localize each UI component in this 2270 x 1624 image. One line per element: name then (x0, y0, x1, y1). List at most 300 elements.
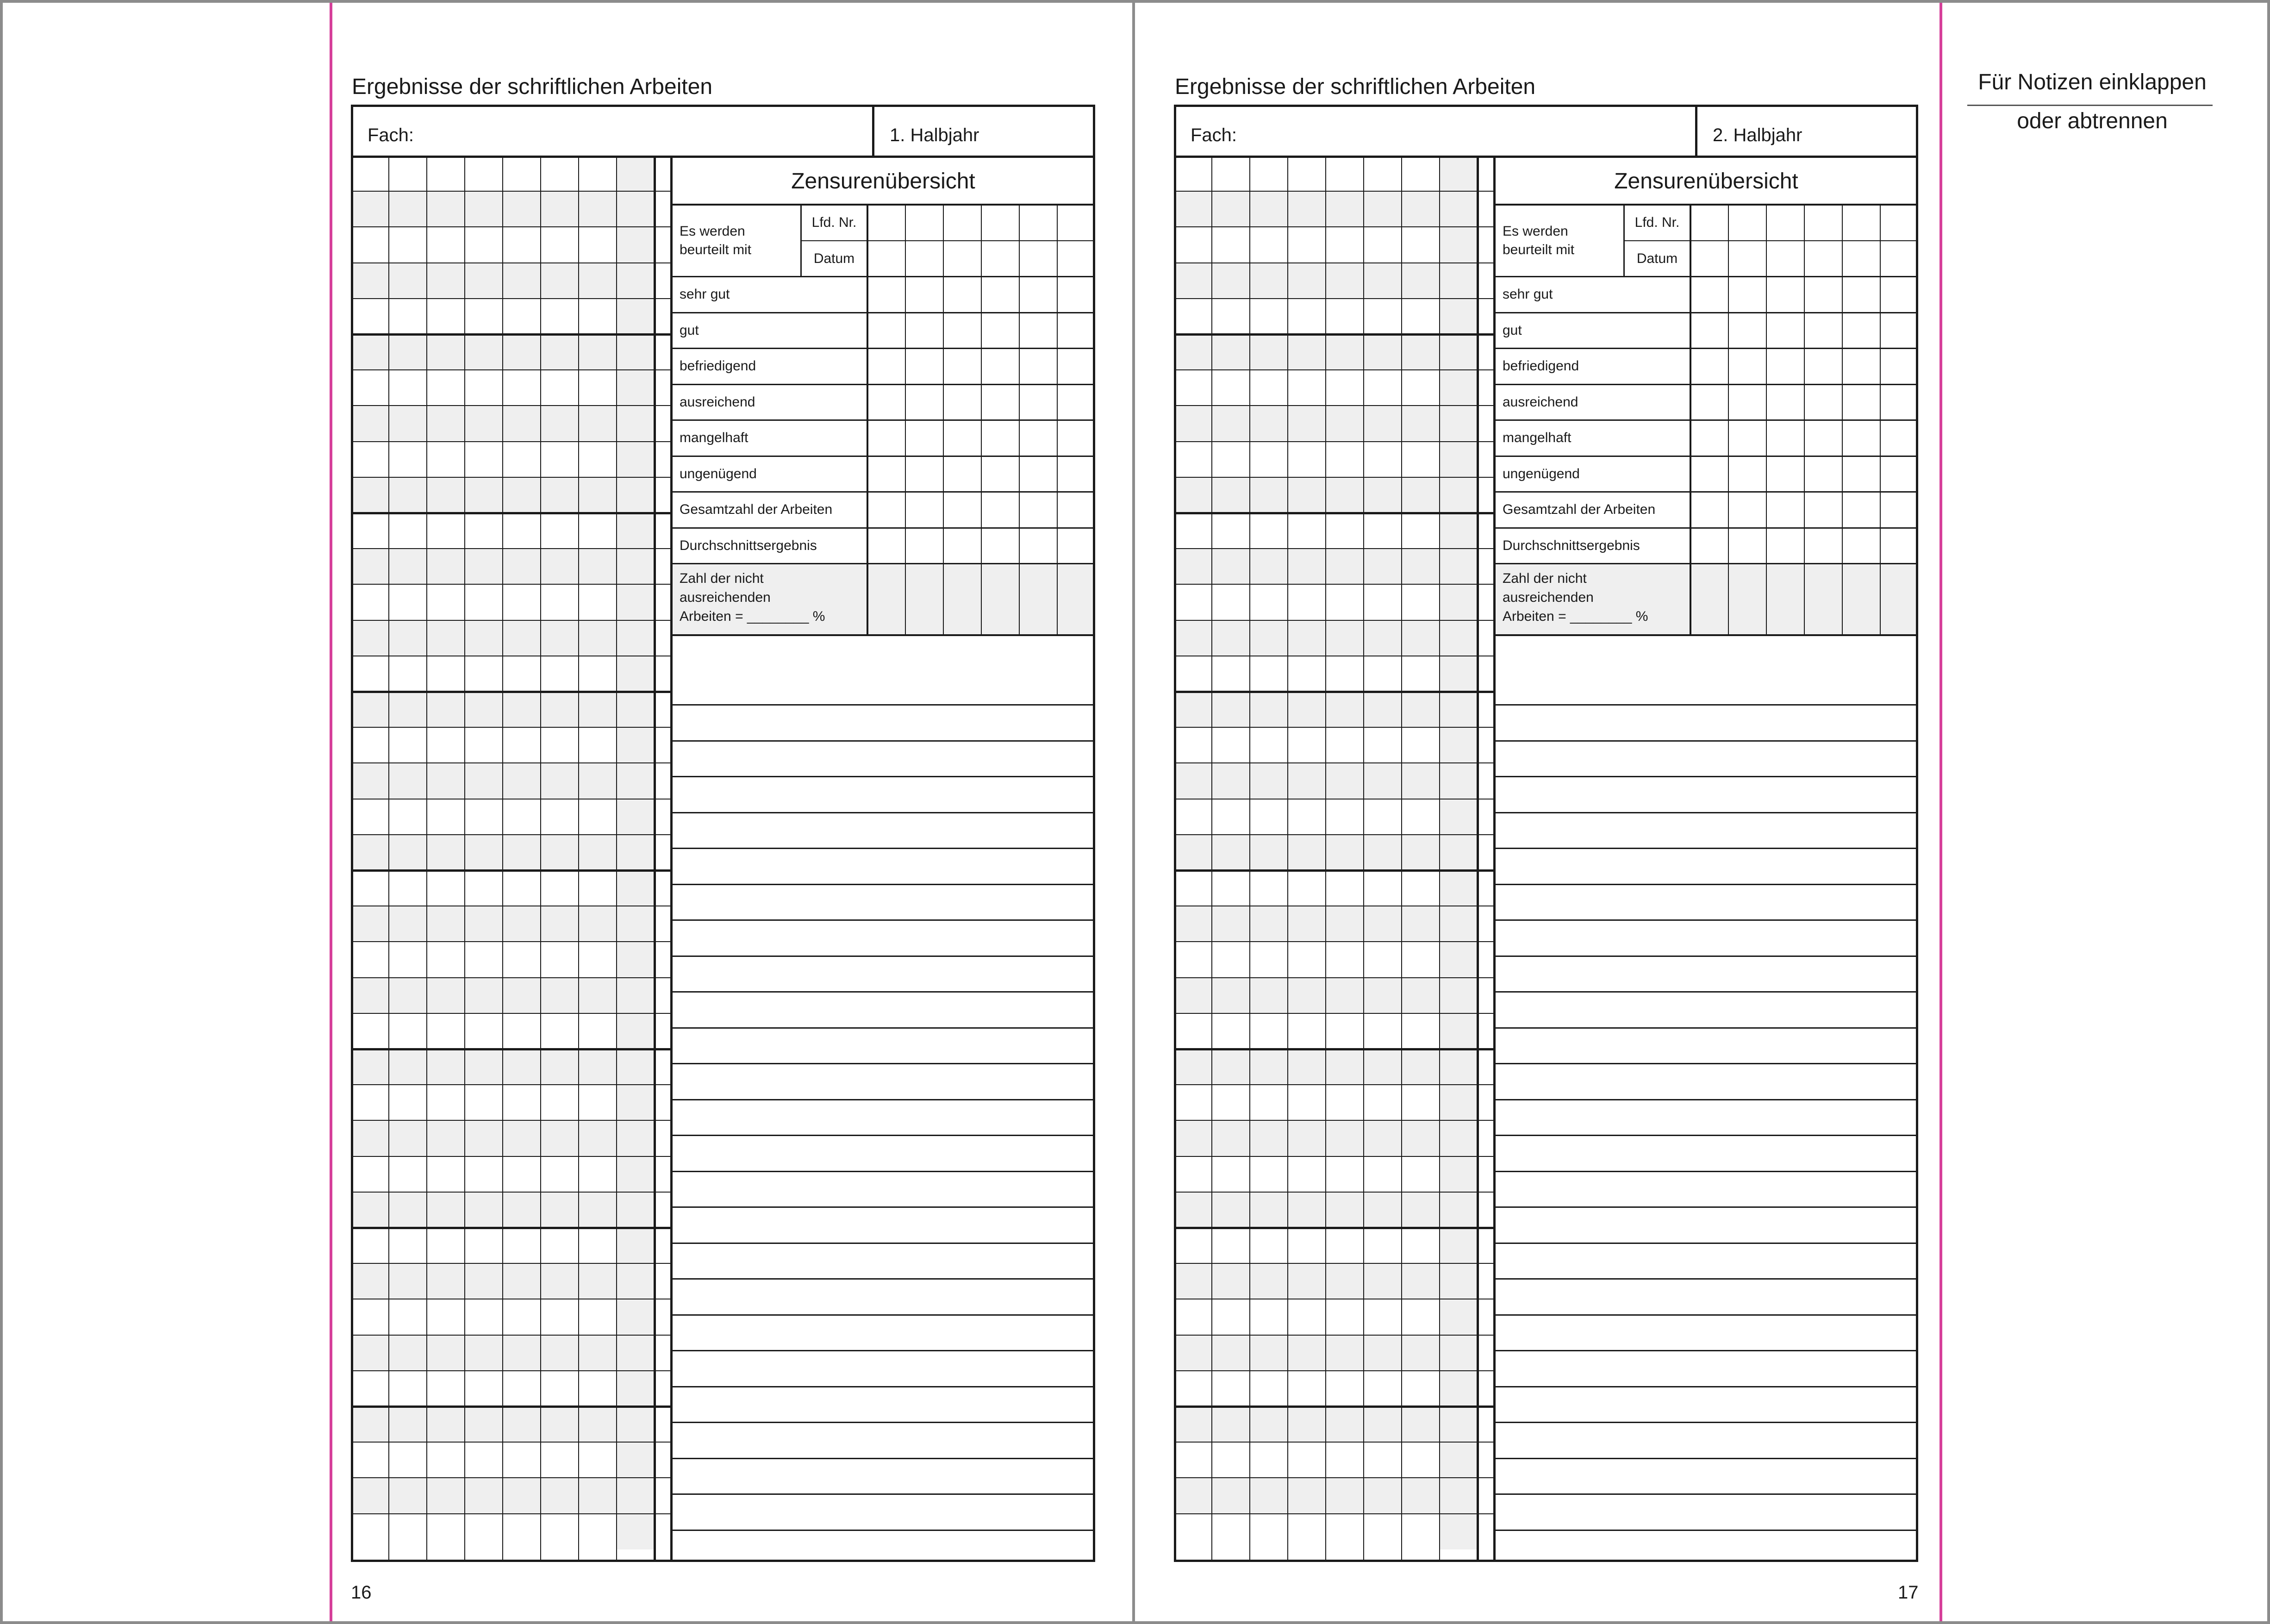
lfd-nr-label: Lfd. Nr. (811, 215, 857, 230)
grid-hline (351, 262, 671, 263)
summary-mark-cell[interactable] (1766, 241, 1804, 277)
summary-mark-cell[interactable] (981, 563, 1019, 635)
halbjahr-divider (1695, 105, 1697, 156)
grid-hline (351, 977, 671, 978)
summary-mark-cell[interactable] (905, 528, 943, 564)
summary-mark-cell[interactable] (1728, 241, 1766, 277)
grid-hline (351, 441, 671, 442)
grid-vline (1249, 156, 1250, 1562)
note-line (671, 848, 1095, 849)
summary-mark-cell[interactable] (981, 205, 1019, 241)
summary-mark-cell[interactable] (1019, 456, 1057, 492)
summary-mark-cell[interactable] (1766, 456, 1804, 492)
note-line (671, 776, 1095, 777)
summary-mark-cell[interactable] (1019, 276, 1057, 312)
halbjahr-label: 1. Halbjahr (890, 125, 979, 145)
note-line (671, 1314, 1095, 1316)
summary-mark-cell[interactable] (981, 241, 1019, 277)
summary-row-label: Gesamtzahl der Arbeiten (680, 502, 833, 517)
grades-form-right (1174, 105, 1918, 1562)
note-line (1494, 884, 1918, 885)
summary-mark-cell[interactable] (1842, 384, 1880, 420)
grid-hline (1174, 1156, 1494, 1157)
beurteilt-label: Es werden beurteilt mit (680, 224, 752, 257)
grid-hline (351, 799, 671, 800)
summary-mark-cell[interactable] (1842, 312, 1880, 349)
note-line (1494, 740, 1918, 742)
note-line (671, 1386, 1095, 1387)
summary-mark-cell[interactable] (1804, 348, 1842, 384)
grid-hline (1174, 1227, 1494, 1229)
grid-hline (351, 1192, 671, 1193)
grid-vline (616, 156, 617, 1562)
summary-mark-cell[interactable] (867, 456, 905, 492)
summary-mark-cell[interactable] (905, 563, 943, 635)
grid-vline (1477, 156, 1479, 1562)
summary-mark-cell[interactable] (981, 276, 1019, 312)
summary-mark-cell[interactable] (943, 348, 981, 384)
grid-hline (1174, 1192, 1494, 1193)
note-line (671, 1493, 1095, 1495)
grid-hline (1174, 1013, 1494, 1014)
note-line (1494, 1171, 1918, 1172)
summary-mark-cell[interactable] (905, 241, 943, 277)
summary-mark-cell[interactable] (943, 384, 981, 420)
summary-mark-cell[interactable] (1842, 492, 1880, 528)
summary-mark-cell[interactable] (905, 456, 943, 492)
grid-vline (464, 156, 465, 1562)
summary-row-label: Durchschnittsergebnis (680, 537, 817, 553)
note-line (1494, 1493, 1918, 1495)
summary-mark-cell[interactable] (943, 312, 981, 349)
summary-mark-cell[interactable] (1880, 420, 1918, 456)
grid-hline (1174, 1370, 1494, 1371)
note-line (671, 1530, 1095, 1531)
note-line (671, 991, 1095, 993)
grid-hline (351, 333, 671, 336)
summary-mark-cell[interactable] (905, 312, 943, 349)
note-line (671, 1135, 1095, 1136)
summary-mark-cell[interactable] (1804, 384, 1842, 420)
grid-hline (351, 548, 671, 549)
summary-mark-cell[interactable] (1766, 348, 1804, 384)
grid-hline (351, 762, 671, 763)
grid-vline (540, 156, 541, 1562)
summary-mark-cell[interactable] (1880, 456, 1918, 492)
note-line (1494, 1458, 1918, 1459)
note-line (671, 704, 1095, 706)
grid-vline (1211, 156, 1212, 1562)
summary-mark-cell[interactable] (1766, 492, 1804, 528)
summary-mark-cell[interactable] (1728, 528, 1766, 564)
summary-mark-cell[interactable] (1690, 276, 1728, 312)
grid-vline (1401, 156, 1402, 1562)
grid-hline (351, 1370, 671, 1371)
summary-mark-cell[interactable] (1057, 563, 1095, 635)
summary-mark-cell[interactable] (1690, 563, 1728, 635)
note-line (1494, 991, 1918, 993)
summary-mark-cell[interactable] (1842, 420, 1880, 456)
summary-mark-cell[interactable] (1766, 205, 1804, 241)
grid-hline (1174, 727, 1494, 728)
summary-mark-cell[interactable] (1804, 563, 1842, 635)
summary-mark-cell[interactable] (1880, 312, 1918, 349)
summary-mark-cell[interactable] (1728, 348, 1766, 384)
summary-mark-cell[interactable] (1880, 205, 1918, 241)
note-line (671, 1278, 1095, 1280)
grid-hline (351, 226, 671, 227)
grid-hline (1174, 512, 1494, 514)
grid-hline (351, 405, 671, 406)
summary-mark-cell[interactable] (1842, 456, 1880, 492)
grid-hline (351, 941, 671, 942)
summary-mark-cell[interactable] (867, 420, 905, 456)
summary-mark-cell[interactable] (1804, 528, 1842, 564)
note-line (671, 1063, 1095, 1064)
summary-mark-cell[interactable] (943, 528, 981, 564)
note-line (1494, 956, 1918, 957)
summary-mark-cell[interactable] (1842, 276, 1880, 312)
summary-mark-cell[interactable] (1804, 241, 1842, 277)
note-line (1494, 1530, 1918, 1531)
summary-row-label: mangelhaft (680, 430, 748, 445)
grid-hline (351, 620, 671, 621)
summary-row-label: befriedigend (680, 358, 756, 374)
summary-mark-cell[interactable] (1057, 312, 1095, 349)
header-divider (1174, 156, 1918, 158)
note-line (1494, 1063, 1918, 1064)
summary-mark-cell[interactable] (1019, 563, 1057, 635)
summary-mark-cell[interactable] (905, 276, 943, 312)
summary-row-label: sehr gut (680, 287, 730, 302)
summary-row-label: gut (680, 322, 699, 338)
summary-row-label: ausreichend (1503, 394, 1578, 410)
summary-mark-cell[interactable] (1804, 312, 1842, 349)
summary-mark-cell[interactable] (867, 528, 905, 564)
note-line (1494, 1206, 1918, 1208)
fach-field[interactable] (406, 109, 867, 151)
note-line (1494, 1386, 1918, 1387)
summary-mark-cell[interactable] (867, 348, 905, 384)
grid-hline (351, 1084, 671, 1085)
grid-hline (351, 1442, 671, 1443)
grid-hline (351, 691, 671, 693)
grid-hline (351, 869, 671, 872)
summary-row-label: ungenügend (1503, 466, 1580, 481)
note-line (671, 1027, 1095, 1029)
grid-hline (1174, 441, 1494, 442)
header-divider (351, 156, 1095, 158)
note-line (1494, 1314, 1918, 1316)
note-line (1494, 1027, 1918, 1029)
grid-hline (1174, 1513, 1494, 1514)
summary-mark-cell[interactable] (867, 384, 905, 420)
summary-mark-cell[interactable] (1804, 205, 1842, 241)
grid-hline (351, 1048, 671, 1050)
summary-mark-cell[interactable] (1057, 456, 1095, 492)
summary-mark-cell[interactable] (1690, 241, 1728, 277)
summary-mark-cell[interactable] (867, 276, 905, 312)
note-line (1494, 848, 1918, 849)
summary-mark-cell[interactable] (1728, 492, 1766, 528)
datum-label: Datum (1636, 250, 1678, 266)
note-line (1494, 919, 1918, 921)
note-line (671, 1458, 1095, 1459)
notes-line-2: oder abtrennen (2017, 109, 2168, 133)
grid-vline (502, 156, 503, 1562)
summary-mark-cell[interactable] (1728, 384, 1766, 420)
grid-hline (1174, 1120, 1494, 1121)
summary-mark-cell[interactable] (1804, 492, 1842, 528)
summary-mark-cell[interactable] (1690, 384, 1728, 420)
grid-hline (1174, 1335, 1494, 1336)
summary-mark-cell[interactable] (1842, 348, 1880, 384)
grid-hline (351, 191, 671, 192)
summary-mark-cell[interactable] (905, 205, 943, 241)
summary-mark-cell[interactable] (1842, 563, 1880, 635)
summary-mark-cell[interactable] (1019, 384, 1057, 420)
notes-divider (1967, 105, 2213, 106)
grid-vline (1325, 156, 1326, 1562)
summary-mark-cell[interactable] (943, 492, 981, 528)
summary-mark-cell[interactable] (1690, 456, 1728, 492)
grades-form-left (351, 105, 1095, 1562)
summary-mark-cell[interactable] (1019, 420, 1057, 456)
grid-hline (1174, 1048, 1494, 1050)
notes-line-1: Für Notizen einklappen (1978, 70, 2207, 94)
summary-mark-cell[interactable] (1057, 348, 1095, 384)
summary-mark-cell[interactable] (1842, 241, 1880, 277)
summary-mark-cell[interactable] (867, 312, 905, 349)
grid-hline (1174, 799, 1494, 800)
lfd-nr-label: Lfd. Nr. (1634, 215, 1680, 230)
summary-mark-cell[interactable] (1728, 420, 1766, 456)
summary-mark-cell[interactable] (1690, 420, 1728, 456)
right-page-title: Ergebnisse der schriftlichen Arbeiten (1175, 75, 1536, 99)
summary-mark-cell[interactable] (943, 420, 981, 456)
note-line (671, 956, 1095, 957)
note-line (1494, 1243, 1918, 1244)
summary-mark-cell[interactable] (867, 241, 905, 277)
summary-mark-cell[interactable] (1880, 384, 1918, 420)
summary-row-label: Durchschnittsergebnis (1503, 537, 1640, 553)
summary-mark-cell[interactable] (1690, 528, 1728, 564)
summary-mark-cell[interactable] (1804, 456, 1842, 492)
fach-label: Fach: (368, 125, 414, 145)
summary-mark-cell[interactable] (1019, 492, 1057, 528)
summary-mark-cell[interactable] (905, 348, 943, 384)
grid-hline (1174, 333, 1494, 336)
summary-mark-cell[interactable] (1019, 205, 1057, 241)
note-line (671, 919, 1095, 921)
summary-mark-cell[interactable] (1766, 528, 1804, 564)
summary-mark-cell[interactable] (1728, 563, 1766, 635)
summary-mark-cell[interactable] (1019, 312, 1057, 349)
grid-vline (654, 156, 656, 1562)
note-line (1494, 776, 1918, 777)
note-line (671, 1099, 1095, 1100)
left-page-number: 16 (351, 1582, 372, 1603)
summary-mark-cell[interactable] (1842, 205, 1880, 241)
grid-hline (1174, 191, 1494, 192)
summary-mark-cell[interactable] (1057, 384, 1095, 420)
grid-vline (1439, 156, 1440, 1562)
grid-hline (1174, 1477, 1494, 1478)
summary-row-label: ungenügend (680, 466, 757, 481)
summary-mark-cell[interactable] (1019, 241, 1057, 277)
note-line (1494, 1350, 1918, 1351)
summary-mark-cell[interactable] (1690, 312, 1728, 349)
grid-hline (351, 1477, 671, 1478)
grid-hline (351, 369, 671, 370)
summary-row-label: ausreichend (680, 394, 755, 410)
grid-hline (351, 1227, 671, 1229)
grid-vline (388, 156, 389, 1562)
halbjahr-label: 2. Halbjahr (1713, 125, 1802, 145)
summary-mark-cell[interactable] (981, 456, 1019, 492)
summary-mark-cell[interactable] (981, 384, 1019, 420)
summary-mark-cell[interactable] (981, 312, 1019, 349)
grid-hline (1174, 1442, 1494, 1443)
summary-row-label: Gesamtzahl der Arbeiten (1503, 502, 1656, 517)
summary-row-label: befriedigend (1503, 358, 1579, 374)
summary-mark-cell[interactable] (1880, 492, 1918, 528)
summary-mark-cell[interactable] (981, 348, 1019, 384)
summary-mark-cell[interactable] (1057, 420, 1095, 456)
summary-mark-cell[interactable] (1880, 563, 1918, 635)
grid-hline (351, 1513, 671, 1514)
grid-hline (351, 1405, 671, 1408)
summary-mark-cell[interactable] (905, 384, 943, 420)
grid-hline (1174, 477, 1494, 478)
summary-mark-cell[interactable] (1057, 492, 1095, 528)
note-line (1494, 1099, 1918, 1100)
note-line (671, 1206, 1095, 1208)
summary-mark-cell[interactable] (981, 528, 1019, 564)
summary-mark-cell[interactable] (1690, 348, 1728, 384)
summary-mark-cell[interactable] (1057, 205, 1095, 241)
grid-hline (1174, 369, 1494, 370)
grid-hline (351, 1263, 671, 1264)
grid-vline (1363, 156, 1364, 1562)
summary-heading: Zensurenübersicht (791, 169, 975, 194)
note-line (671, 1243, 1095, 1244)
summary-mark-cell[interactable] (1019, 528, 1057, 564)
summary-mark-cell[interactable] (943, 205, 981, 241)
summary-last-row-label: Zahl der nicht ausreichenden Arbeiten = ________ % (680, 571, 825, 624)
summary-mark-cell[interactable] (1728, 312, 1766, 349)
summary-mark-cell[interactable] (943, 563, 981, 635)
summary-mark-cell[interactable] (1880, 528, 1918, 564)
summary-mark-cell[interactable] (1766, 384, 1804, 420)
grid-hline (351, 584, 671, 585)
grid-hline (351, 1120, 671, 1121)
grid-hline (351, 1156, 671, 1157)
summary-mark-cell[interactable] (943, 456, 981, 492)
grid-hline (1174, 691, 1494, 693)
note-line (671, 740, 1095, 742)
note-line (1494, 1422, 1918, 1423)
grid-vline (426, 156, 427, 1562)
grid-hline (351, 834, 671, 835)
note-line (671, 884, 1095, 885)
summary-mark-cell[interactable] (905, 420, 943, 456)
note-line (1494, 704, 1918, 706)
grid-vline (1287, 156, 1288, 1562)
fach-label: Fach: (1191, 125, 1237, 145)
summary-mark-cell[interactable] (867, 492, 905, 528)
grid-hline (351, 1335, 671, 1336)
summary-mark-cell[interactable] (1766, 276, 1804, 312)
grid-hline (1174, 620, 1494, 621)
summary-mark-cell[interactable] (981, 492, 1019, 528)
summary-mark-cell[interactable] (1057, 276, 1095, 312)
summary-mark-cell[interactable] (1880, 276, 1918, 312)
summary-mark-cell[interactable] (1766, 420, 1804, 456)
summary-mark-cell[interactable] (1019, 348, 1057, 384)
summary-mark-cell[interactable] (867, 563, 905, 635)
grid-hline (1174, 298, 1494, 299)
grid-hline (1174, 226, 1494, 227)
summary-mark-cell[interactable] (867, 205, 905, 241)
summary-mark-cell[interactable] (1057, 528, 1095, 564)
note-line (1494, 1135, 1918, 1136)
grid-hline (1174, 405, 1494, 406)
summary-row-label: sehr gut (1503, 287, 1553, 302)
summary-mark-cell[interactable] (1766, 563, 1804, 635)
summary-mark-cell[interactable] (1842, 528, 1880, 564)
summary-mark-cell[interactable] (1880, 348, 1918, 384)
grid-hline (1174, 1405, 1494, 1408)
summary-heading: Zensurenübersicht (1614, 169, 1798, 194)
grid-hline (1174, 548, 1494, 549)
summary-mark-cell[interactable] (1766, 312, 1804, 349)
summary-mark-cell[interactable] (1690, 205, 1728, 241)
summary-mark-cell[interactable] (1804, 420, 1842, 456)
halbjahr-divider (872, 105, 874, 156)
left-fold-line (330, 3, 332, 1621)
grid-hline (1174, 762, 1494, 763)
grid-vline (578, 156, 579, 1562)
fach-field[interactable] (1229, 109, 1690, 151)
note-line (1494, 1278, 1918, 1280)
summary-mark-cell[interactable] (943, 276, 981, 312)
grid-hline (1174, 834, 1494, 835)
summary-mark-cell[interactable] (1728, 456, 1766, 492)
summary-row-label: mangelhaft (1503, 430, 1572, 445)
summary-mark-cell[interactable] (1690, 492, 1728, 528)
note-line (671, 812, 1095, 813)
summary-mark-cell[interactable] (1728, 276, 1766, 312)
summary-mark-cell[interactable] (905, 492, 943, 528)
summary-mark-cell[interactable] (1804, 276, 1842, 312)
summary-mark-cell[interactable] (1728, 205, 1766, 241)
grid-hline (1174, 869, 1494, 872)
summary-mark-cell[interactable] (943, 241, 981, 277)
grid-hline (351, 1013, 671, 1014)
summary-mark-cell[interactable] (981, 420, 1019, 456)
grid-hline (1174, 584, 1494, 585)
grid-hline (1174, 977, 1494, 978)
note-line (1494, 812, 1918, 813)
summary-mark-cell[interactable] (1057, 241, 1095, 277)
note-line (671, 1171, 1095, 1172)
summary-row-label: gut (1503, 322, 1522, 338)
beurteilt-label: Es werden beurteilt mit (1503, 224, 1575, 257)
right-page-number: 17 (1898, 1582, 1919, 1603)
grid-hline (351, 477, 671, 478)
summary-mark-cell[interactable] (1880, 241, 1918, 277)
